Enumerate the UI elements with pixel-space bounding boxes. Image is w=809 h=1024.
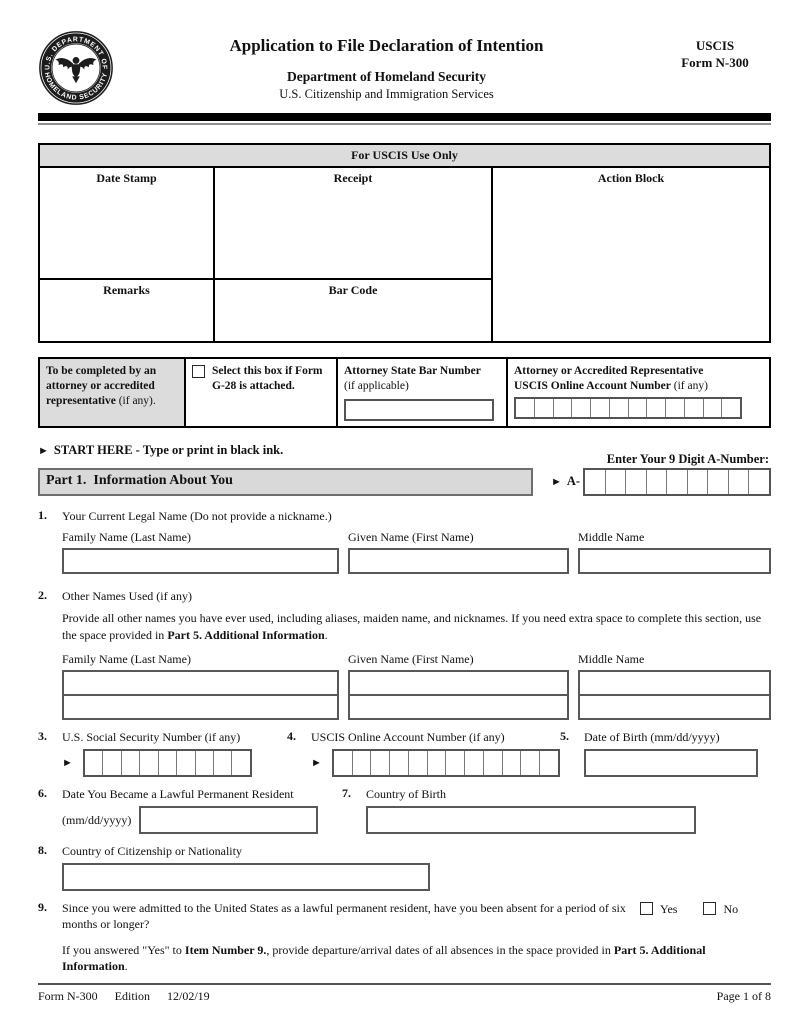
yes-label: Yes	[660, 901, 678, 916]
form-header	[38, 30, 771, 106]
current-family-name-input[interactable]	[62, 548, 339, 574]
attorney-instruction-cell	[40, 359, 186, 426]
uscis-use-only-title: For USCIS Use Only	[40, 145, 769, 168]
digit-cell[interactable]	[591, 399, 610, 417]
digit-cell[interactable]	[103, 751, 121, 775]
no-checkbox[interactable]	[703, 902, 716, 915]
digit-cell[interactable]	[688, 470, 709, 494]
header-divider-line	[38, 123, 771, 125]
item-3	[38, 729, 287, 777]
other-given-name-input-1[interactable]	[348, 670, 569, 696]
digit-cell[interactable]	[334, 751, 353, 775]
family-name-label: Family Name (Last Name)	[62, 530, 191, 545]
item-6-date-format-label: (mm/dd/yyyy)	[62, 813, 132, 828]
attorney-instruction-normal: (if any).	[118, 394, 156, 407]
no-label: No	[723, 901, 739, 916]
state-bar-number-label: Attorney State Bar Number	[344, 365, 481, 377]
digit-cell[interactable]	[647, 399, 666, 417]
given-name-label: Given Name (First Name)	[348, 651, 474, 666]
item-6-number: 6.	[38, 786, 47, 801]
items-6-7-row	[38, 786, 771, 834]
digit-cell[interactable]	[629, 399, 648, 417]
items-3-4-5-row	[38, 729, 771, 777]
uscis-account-number-input[interactable]	[332, 749, 560, 777]
date-stamp-label: Date Stamp	[96, 171, 157, 185]
item-5-number: 5.	[560, 729, 569, 743]
item-4-number: 4.	[287, 729, 296, 743]
item-3-number: 3.	[38, 729, 47, 743]
remarks-cell	[40, 278, 215, 341]
receipt-label: Receipt	[333, 171, 373, 185]
item-9-question: Since you were admitted to the United States as a lawful permanent resident, have you been absent for a period of six months or longer?	[62, 900, 626, 931]
item-4	[287, 729, 560, 777]
item-5-label: Date of Birth (mm/dd/yyyy)	[584, 730, 720, 744]
item-7-label: Country of Birth	[366, 787, 446, 802]
state-bar-number-cell	[338, 359, 508, 426]
digit-cell[interactable]	[666, 399, 685, 417]
digit-cell[interactable]	[516, 399, 535, 417]
digit-cell[interactable]	[708, 470, 729, 494]
dhs-seal-icon	[38, 30, 114, 106]
item-8-label: Country of Citizenship or Nationality	[62, 844, 242, 859]
item-4-label: USCIS Online Account Number (if any)	[311, 730, 505, 744]
digit-cell[interactable]	[232, 751, 249, 775]
attorney-instruction-bold: To be completed by an attorney or accredited representative	[46, 365, 157, 407]
digit-cell[interactable]	[371, 751, 390, 775]
other-middle-name-input-1[interactable]	[578, 670, 771, 696]
date-of-birth-input[interactable]	[584, 749, 758, 777]
attorney-account-cell	[508, 359, 769, 426]
a-number-input[interactable]	[583, 468, 771, 496]
digit-cell[interactable]	[606, 470, 627, 494]
item-6	[38, 786, 342, 834]
digit-cell[interactable]	[729, 470, 750, 494]
other-family-name-input-2[interactable]	[62, 694, 339, 720]
digit-cell[interactable]	[140, 751, 158, 775]
attorney-account-label-1: Attorney or Accredited Representative	[514, 365, 704, 377]
digit-cell[interactable]	[484, 751, 503, 775]
date-stamp-cell	[40, 168, 215, 278]
g28-checkbox[interactable]	[192, 365, 205, 378]
lpr-date-input[interactable]	[139, 806, 318, 834]
ssn-input[interactable]	[83, 749, 252, 777]
item-7	[342, 786, 771, 834]
page-footer	[38, 983, 771, 1004]
attorney-section	[38, 357, 771, 428]
item-8-number: 8.	[38, 843, 47, 858]
item-9	[38, 900, 771, 975]
pre-part-row	[38, 443, 771, 467]
item-3-label: U.S. Social Security Number (if any)	[62, 730, 241, 744]
a-number-label: Enter Your 9 Digit A-Number:	[606, 451, 769, 466]
g28-label: Select this box if Form G-28 is attached.	[212, 365, 323, 392]
digit-cell[interactable]	[409, 751, 428, 775]
item-9-number: 9.	[38, 899, 47, 914]
other-given-name-input-2[interactable]	[348, 694, 569, 720]
footer-edition-date: 12/02/19	[167, 989, 210, 1003]
header-divider-bar	[38, 113, 771, 121]
current-middle-name-input[interactable]	[578, 548, 771, 574]
state-bar-number-note: (if applicable)	[344, 379, 409, 392]
pointer-icon: ►	[551, 475, 562, 488]
digit-cell[interactable]	[196, 751, 214, 775]
footer-page-number: Page 1 of 8	[716, 989, 771, 1003]
item-8	[38, 843, 771, 890]
receipt-cell	[215, 168, 493, 278]
digit-cell[interactable]	[540, 751, 558, 775]
item-1-label: Your Current Legal Name (Do not provide a nickname.)	[62, 508, 332, 523]
family-name-label: Family Name (Last Name)	[62, 651, 191, 666]
digit-cell[interactable]	[585, 470, 606, 494]
current-given-name-input[interactable]	[348, 548, 569, 574]
item-1	[38, 508, 771, 574]
digit-cell[interactable]	[446, 751, 465, 775]
middle-name-label: Middle Name	[578, 530, 645, 545]
form-number: Form N-300	[681, 54, 749, 70]
digit-cell[interactable]	[610, 399, 629, 417]
digit-cell[interactable]	[704, 399, 723, 417]
item-9-note: If you answered "Yes" to Item Number 9., provide departure/arrival dates of all absences in the space provided in Part 5. Additional Information.	[62, 942, 706, 974]
item-1-number: 1.	[38, 507, 47, 522]
yes-checkbox[interactable]	[640, 902, 653, 915]
bar-code-label: Bar Code	[328, 283, 378, 297]
citizenship-country-input[interactable]	[62, 863, 430, 891]
digit-cell[interactable]	[428, 751, 447, 775]
footer-edition-label: Edition	[114, 989, 151, 1003]
item-2-label: Other Names Used (if any)	[62, 589, 192, 604]
digit-cell[interactable]	[535, 399, 554, 417]
a-number-group	[551, 468, 771, 496]
digit-cell[interactable]	[554, 399, 573, 417]
department-title: Department of Homeland Security	[286, 69, 487, 84]
item-2	[38, 588, 771, 720]
form-number-block	[659, 38, 771, 72]
item-6-label: Date You Became a Lawful Permanent Resident	[62, 787, 294, 802]
item-5	[560, 729, 771, 777]
digit-cell[interactable]	[722, 399, 740, 417]
start-here-instruction: ► START HERE - Type or print in black ink.	[38, 442, 284, 457]
item-9-yes-no-group	[640, 901, 738, 932]
item-7-number: 7.	[342, 786, 351, 801]
uscis-use-only-table	[38, 143, 771, 343]
attorney-account-note: (if any)	[673, 379, 708, 392]
page-title: Application to File Declaration of Intention	[229, 36, 544, 55]
a-number-prefix: A-	[566, 474, 581, 489]
digit-cell[interactable]	[465, 751, 484, 775]
attorney-account-label-2: USCIS Online Account Number	[514, 379, 671, 392]
form-org: USCIS	[695, 38, 735, 53]
part1-title: Part 1. Information About You	[38, 468, 533, 496]
pointer-icon: ►	[62, 756, 73, 769]
digit-cell[interactable]	[521, 751, 540, 775]
pointer-icon: ►	[311, 756, 322, 769]
given-name-label: Given Name (First Name)	[348, 530, 474, 545]
digit-cell[interactable]	[159, 751, 177, 775]
digit-cell[interactable]	[667, 470, 688, 494]
digit-cell[interactable]	[685, 399, 704, 417]
middle-name-label: Middle Name	[578, 651, 645, 666]
digit-cell[interactable]	[749, 470, 769, 494]
part1-header-row	[38, 468, 771, 496]
digit-cell[interactable]	[353, 751, 372, 775]
footer-form-number: Form N-300	[38, 989, 98, 1003]
digit-cell[interactable]	[572, 399, 591, 417]
digit-cell[interactable]	[626, 470, 647, 494]
digit-cell[interactable]	[214, 751, 232, 775]
item-2-instructions: Provide all other names you have ever used, including aliases, maiden name, and nicknames. If you need extra space to complete this section, use the space provided in Part 5. Additional Information.	[62, 611, 762, 642]
digit-cell[interactable]	[85, 751, 103, 775]
agency-title: U.S. Citizenship and Immigration Services	[279, 87, 494, 101]
g28-cell	[186, 359, 338, 426]
country-of-birth-input[interactable]	[366, 806, 696, 834]
digit-cell[interactable]	[647, 470, 668, 494]
footer-form-info	[38, 989, 224, 1004]
action-block-label: Action Block	[597, 171, 665, 185]
pointer-icon: ►	[38, 444, 49, 457]
attorney-account-number-input[interactable]	[514, 397, 742, 419]
other-middle-name-input-2[interactable]	[578, 694, 771, 720]
other-family-name-input-1[interactable]	[62, 670, 339, 696]
digit-cell[interactable]	[122, 751, 140, 775]
digit-cell[interactable]	[503, 751, 522, 775]
svg-text:U.S. DEPARTMENT OF: U.S. DEPARTMENT OF	[44, 36, 108, 71]
item-2-number: 2.	[38, 588, 47, 603]
bar-code-cell	[215, 278, 493, 341]
action-block-cell	[493, 168, 769, 341]
remarks-label: Remarks	[103, 283, 150, 297]
digit-cell[interactable]	[177, 751, 195, 775]
state-bar-number-input[interactable]	[344, 399, 494, 421]
digit-cell[interactable]	[390, 751, 409, 775]
svg-text:HOMELAND SECURITY: HOMELAND SECURITY	[42, 71, 110, 102]
